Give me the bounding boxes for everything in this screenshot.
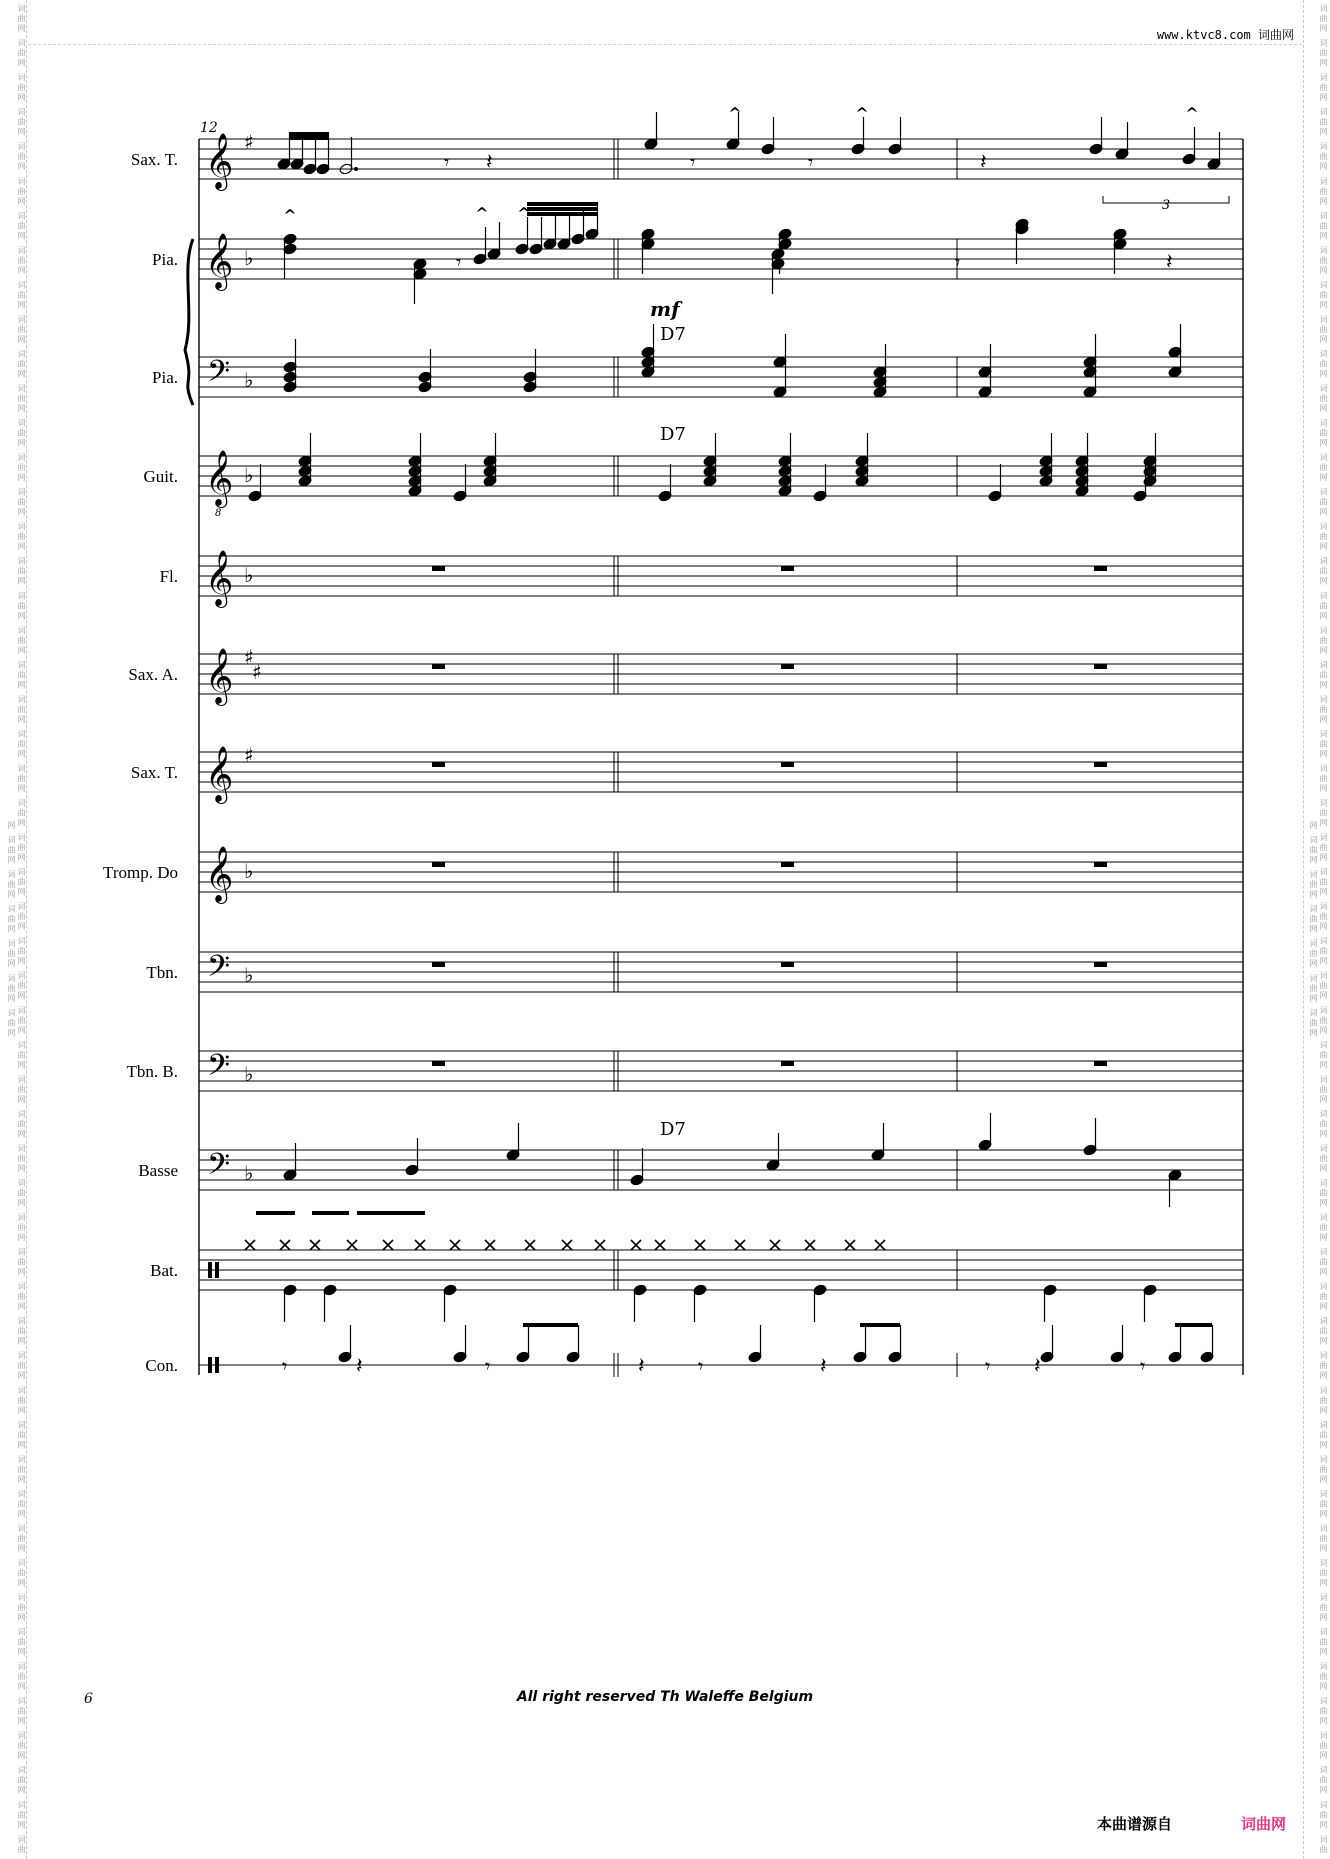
chord-symbol: D7	[660, 1119, 686, 1140]
quarter-rest: 𝄽	[820, 1354, 827, 1379]
percussion-clef	[208, 1262, 212, 1278]
treble-clef: 𝄞	[205, 450, 234, 506]
augmentation-dot	[354, 167, 358, 171]
cymbal-note	[631, 1240, 641, 1250]
treble-clef: 𝄞	[205, 133, 234, 189]
key-signature-accidental: ♯	[244, 645, 254, 669]
key-signature-accidental: ♯	[244, 130, 254, 154]
marcato-accent: ^	[728, 104, 742, 123]
site-header: www.ktvc8.com 词曲网	[1156, 28, 1294, 42]
whole-rest	[781, 862, 794, 867]
eighth-rest: 𝄾	[690, 150, 696, 174]
cymbal-note	[450, 1240, 460, 1250]
instrument-name: Basse	[138, 1161, 178, 1180]
eighth-rest: 𝄾	[1140, 1354, 1146, 1378]
instrument-name: Fl.	[159, 567, 178, 586]
percussion-clef	[215, 1262, 219, 1278]
cymbal-note	[655, 1240, 665, 1250]
cymbal-note	[845, 1240, 855, 1250]
page-number: 6	[84, 1691, 93, 1707]
instrument-name: Sax. A.	[128, 665, 178, 684]
instrument-name: Tromp. Do	[103, 863, 178, 882]
bass-clef: 𝄢	[207, 355, 231, 396]
quarter-rest: 𝄽	[980, 150, 987, 175]
key-signature-accidental: ♭	[244, 563, 254, 587]
key-signature-accidental: ♭	[244, 859, 254, 883]
instrument-name: Tbn.	[146, 963, 178, 982]
instrument-name: Bat.	[150, 1261, 178, 1280]
key-signature-accidental: ♭	[244, 1161, 254, 1185]
key-signature-accidental: ♭	[244, 963, 254, 987]
cymbal-note	[310, 1240, 320, 1250]
quarter-rest: 𝄽	[1034, 1354, 1041, 1379]
percussion-clef	[208, 1357, 212, 1373]
cymbal-note	[735, 1240, 745, 1250]
whole-rest	[1094, 962, 1107, 967]
cymbal-note	[525, 1240, 535, 1250]
source-site: 词曲网	[1241, 1815, 1287, 1833]
dynamic-marking: mf	[650, 297, 680, 321]
cymbal-note	[875, 1240, 885, 1250]
instrument-name: Pia.	[152, 250, 178, 269]
chord-symbol: D7	[660, 424, 686, 445]
whole-rest	[781, 962, 794, 967]
whole-rest	[781, 566, 794, 571]
eighth-rest: 𝄾	[985, 1354, 991, 1378]
cymbal-note	[770, 1240, 780, 1250]
instrument-name: Tbn. B.	[126, 1062, 178, 1081]
treble-clef: 𝄞	[205, 846, 234, 902]
key-signature-accidental: ♯	[252, 660, 262, 684]
marcato-accent: ^	[1185, 104, 1199, 123]
cymbal-note	[347, 1240, 357, 1250]
bass-clef: 𝄢	[207, 950, 231, 991]
instrument-name: Con.	[145, 1356, 178, 1375]
whole-rest	[432, 762, 445, 767]
treble-clef: 𝄞	[205, 648, 234, 704]
bass-clef: 𝄢	[207, 1049, 231, 1090]
key-signature-accidental: ♭	[244, 463, 254, 487]
eighth-rest: 𝄾	[808, 150, 814, 174]
eighth-rest: 𝄾	[444, 150, 450, 174]
whole-rest	[781, 1061, 794, 1066]
marcato-accent: ^	[475, 204, 489, 223]
whole-rest	[1094, 566, 1107, 571]
whole-rest	[781, 762, 794, 767]
copyright-text: All right reserved Th Waleffe Belgium	[516, 1689, 814, 1705]
instrument-name: Sax. T.	[130, 150, 178, 169]
whole-rest	[432, 664, 445, 669]
whole-rest	[1094, 762, 1107, 767]
cymbal-note	[805, 1240, 815, 1250]
marcato-accent: ^	[517, 204, 531, 223]
eighth-rest: 𝄾	[485, 1354, 491, 1378]
whole-rest	[1094, 664, 1107, 669]
whole-rest	[1094, 862, 1107, 867]
source-note: 本曲谱源自	[1097, 1815, 1173, 1833]
instrument-name: Guit.	[143, 467, 178, 486]
treble-clef: 𝄞	[205, 233, 234, 289]
eighth-rest: 𝄾	[955, 250, 961, 274]
key-signature-accidental: ♭	[244, 368, 254, 392]
percussion-clef	[215, 1357, 219, 1373]
eighth-rest: 𝄾	[282, 1354, 288, 1378]
key-signature-accidental: ♭	[244, 246, 254, 270]
tuplet-number: 3	[1161, 198, 1171, 213]
cymbal-note	[485, 1240, 495, 1250]
quarter-rest: 𝄽	[638, 1354, 645, 1379]
right-watermark-text: 词曲网 词曲网 词曲网 词曲网 词曲网 词曲网 词曲网 词曲网 词曲网 词曲网 词曲网 词曲网 词曲网 词曲网 词曲网 词曲网 词曲网 词曲网 词曲网 词曲网 词曲网 词曲网 词曲网 词曲网 词曲网 词曲网 词曲网 词曲网 词曲网 词曲网 词曲网 词曲网 词曲网 词曲网 词曲网 词曲网 词曲网 词曲网 词曲网 词曲网 词曲网 词曲网 词曲网 词曲网 词曲网 词曲网 词曲网 词曲网 词曲网 词曲网 词曲网 词曲网 词曲网 词曲网 词曲网 词曲网 词曲网 词曲网 词曲网 词曲网	[1309, 4, 1328, 1855]
chord-symbol: D7	[660, 324, 686, 345]
quarter-rest: 𝄽	[356, 1354, 363, 1379]
whole-rest	[781, 664, 794, 669]
treble-clef: 𝄞	[205, 746, 234, 802]
piano-brace	[185, 239, 193, 405]
cymbal-note	[695, 1240, 705, 1250]
quarter-rest: 𝄽	[486, 150, 493, 175]
whole-rest	[432, 962, 445, 967]
cymbal-note	[595, 1240, 605, 1250]
marcato-accent: ^	[283, 206, 297, 225]
cymbal-note	[245, 1240, 255, 1250]
left-watermark-text: 词曲网 词曲网 词曲网 词曲网 词曲网 词曲网 词曲网 词曲网 词曲网 词曲网 词曲网 词曲网 词曲网 词曲网 词曲网 词曲网 词曲网 词曲网 词曲网 词曲网 词曲网 词曲网 词曲网 词曲网 词曲网 词曲网 词曲网 词曲网 词曲网 词曲网 词曲网 词曲网 词曲网 词曲网 词曲网 词曲网 词曲网 词曲网 词曲网 词曲网 词曲网 词曲网 词曲网 词曲网 词曲网 词曲网 词曲网 词曲网 词曲网 词曲网 词曲网 词曲网 词曲网 词曲网 词曲网 词曲网 词曲网 词曲网 词曲网 词曲网	[7, 4, 26, 1855]
whole-rest	[432, 862, 445, 867]
whole-rest	[1094, 1061, 1107, 1066]
marcato-accent: ^	[855, 104, 869, 123]
bass-clef: 𝄢	[207, 1148, 231, 1189]
treble-clef: 𝄞	[205, 550, 234, 606]
instrument-name: Pia.	[152, 368, 178, 387]
whole-rest	[432, 1061, 445, 1066]
key-signature-accidental: ♯	[244, 743, 254, 767]
cymbal-note	[415, 1240, 425, 1250]
cymbal-note	[280, 1240, 290, 1250]
whole-rest	[432, 566, 445, 571]
octave-mark: 8	[215, 508, 222, 519]
cymbal-note	[383, 1240, 393, 1250]
measure-number: 12	[200, 120, 218, 136]
cymbal-note	[562, 1240, 572, 1250]
eighth-rest: 𝄾	[698, 1354, 704, 1378]
quarter-rest: 𝄽	[1166, 250, 1173, 275]
key-signature-accidental: ♭	[244, 1062, 254, 1086]
instrument-name: Sax. T.	[130, 763, 178, 782]
eighth-rest: 𝄾	[456, 250, 462, 274]
